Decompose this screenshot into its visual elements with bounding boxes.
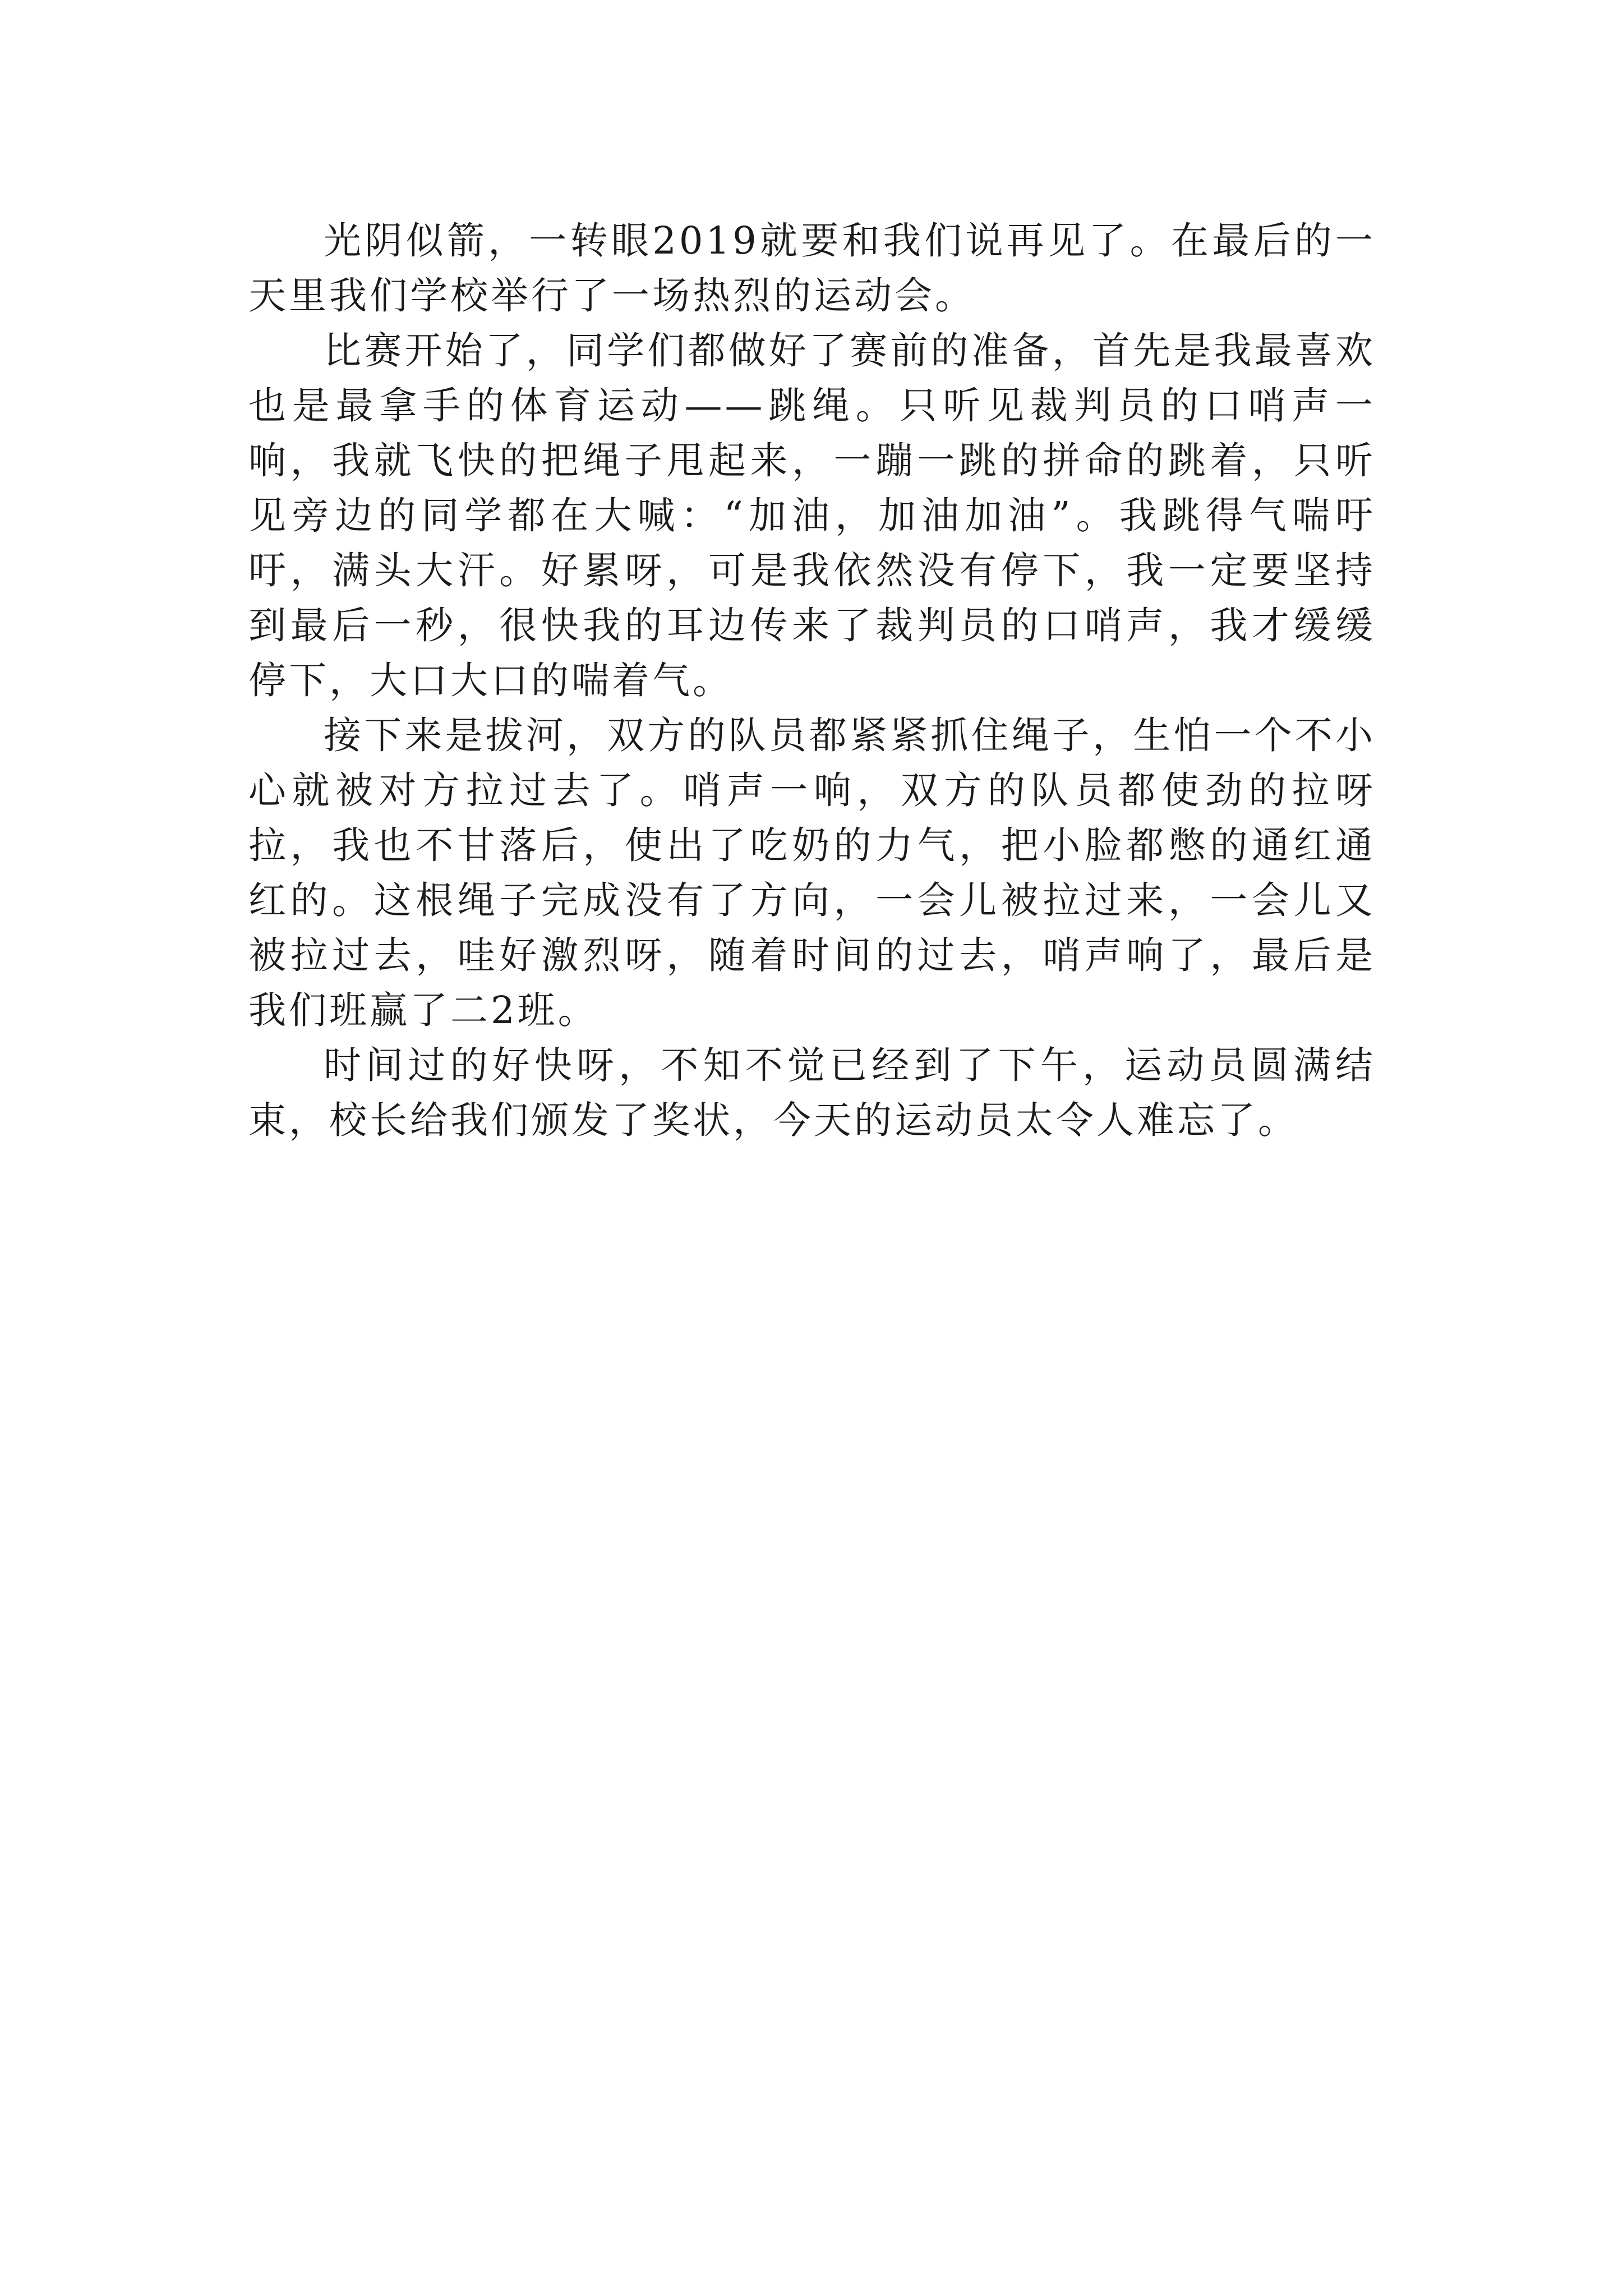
paragraph-4: 时间过的好快呀，不知不觉已经到了下午，运动员圆满结束，校长给我们颁发了奖状，今天的运动员太令人难忘了。 [248, 1043, 1376, 1142]
essay-body [248, 213, 1376, 1148]
paragraph-1: 光阴似箭，一转眼2019就要和我们说再见了。在最后的一天里我们学校举行了一场热烈的运动会。 [248, 219, 1376, 318]
paragraph-3: 接下来是拔河，双方的队员都紧紧抓住绳子，生怕一个不小心就被对方拉过去了。哨声一响，双方的队员都使劲的拉呀拉，我也不甘落后，使出了吃奶的力气，把小脸都憋的通红通红的。这根绳子完成没有了方向，一会儿被拉过来，一会儿又被拉过去，哇好激烈呀，随着时间的过去，哨声响了，最后是我们班赢了二2班。 [248, 714, 1376, 1032]
paragraph-2: 比赛开始了，同学们都做好了赛前的准备，首先是我最喜欢也是最拿手的体育运动——跳绳。只听见裁判员的口哨声一响，我就飞快的把绳子甩起来，一蹦一跳的拼命的跳着，只听见旁边的同学都在大喊：“加油，加油加油”。我跳得气喘吁吁，满头大汗。好累呀，可是我依然没有停下，我一定要坚持到最后一秒，很快我的耳边传来了裁判员的口哨声，我才缓缓停下，大口大口的喘着气。 [248, 329, 1376, 702]
